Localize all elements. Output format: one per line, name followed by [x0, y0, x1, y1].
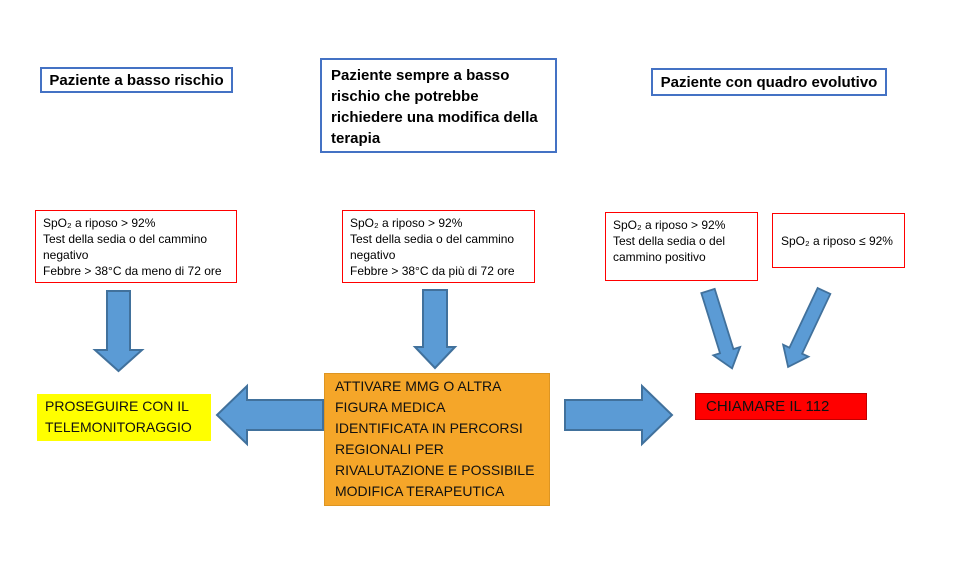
action-box-activate-mmg: [324, 373, 550, 506]
criteria-1-line-spo2: SpO₂ a riposo > 92%: [43, 216, 156, 230]
criteria-4-line-spo2: SpO₂ a riposo ≤ 92%: [781, 233, 893, 248]
criteria-box-2: [342, 210, 535, 283]
action-box-proceed-telemonitoring: [37, 394, 211, 441]
header-label-evolving: Paziente con quadro evolutivo: [660, 73, 878, 91]
header-label-low-risk: Paziente a basso rischio: [49, 71, 224, 89]
criteria-3-line-test: Test della sedia o del cammino positivo: [613, 234, 726, 264]
right-arrow-to-call: [565, 386, 672, 444]
criteria-1-line-test: Test della sedia o del cammino negativo: [43, 232, 208, 262]
header-box-low-risk: [40, 67, 233, 93]
action-label-activate: ATTIVARE MMG O ALTRA FIGURA MEDICA IDENTIFICATA IN PERCORSI REGIONALI PER RIVALUTAZIONE E POSSIBILE MODIFICA TERAPEUTICA: [335, 378, 535, 499]
diagonal-arrow-low-spo2: [775, 285, 836, 373]
header-label-low-risk-modify: Paziente sempre a basso rischio che potrebbe richiedere una modifica della terapia: [331, 67, 538, 147]
criteria-box-4: [772, 213, 905, 268]
action-label-proceed: PROSEGUIRE CON IL TELEMONITORAGGIO: [45, 398, 192, 435]
action-box-call-112: [695, 393, 867, 420]
criteria-1-line-fever: Febbre > 38°C da meno di 72 ore: [43, 264, 222, 278]
down-arrow-left: [95, 291, 142, 371]
criteria-2-line-spo2: SpO₂ a riposo > 92%: [350, 216, 463, 230]
criteria-2-line-test: Test della sedia o del cammino negativo: [350, 232, 515, 262]
diagonal-arrow-positive-test: [695, 287, 746, 373]
criteria-box-1: [35, 210, 237, 283]
action-label-call-112: CHIAMARE IL 112: [706, 398, 830, 415]
header-box-evolving: [651, 68, 887, 96]
down-arrow-center: [415, 290, 455, 368]
header-box-low-risk-modify: [320, 58, 557, 153]
criteria-3-line-spo2: SpO₂ a riposo > 92%: [613, 218, 726, 232]
criteria-box-3: [605, 212, 758, 281]
criteria-2-line-fever: Febbre > 38°C da più di 72 ore: [350, 264, 515, 278]
left-arrow-to-proceed: [217, 386, 323, 444]
